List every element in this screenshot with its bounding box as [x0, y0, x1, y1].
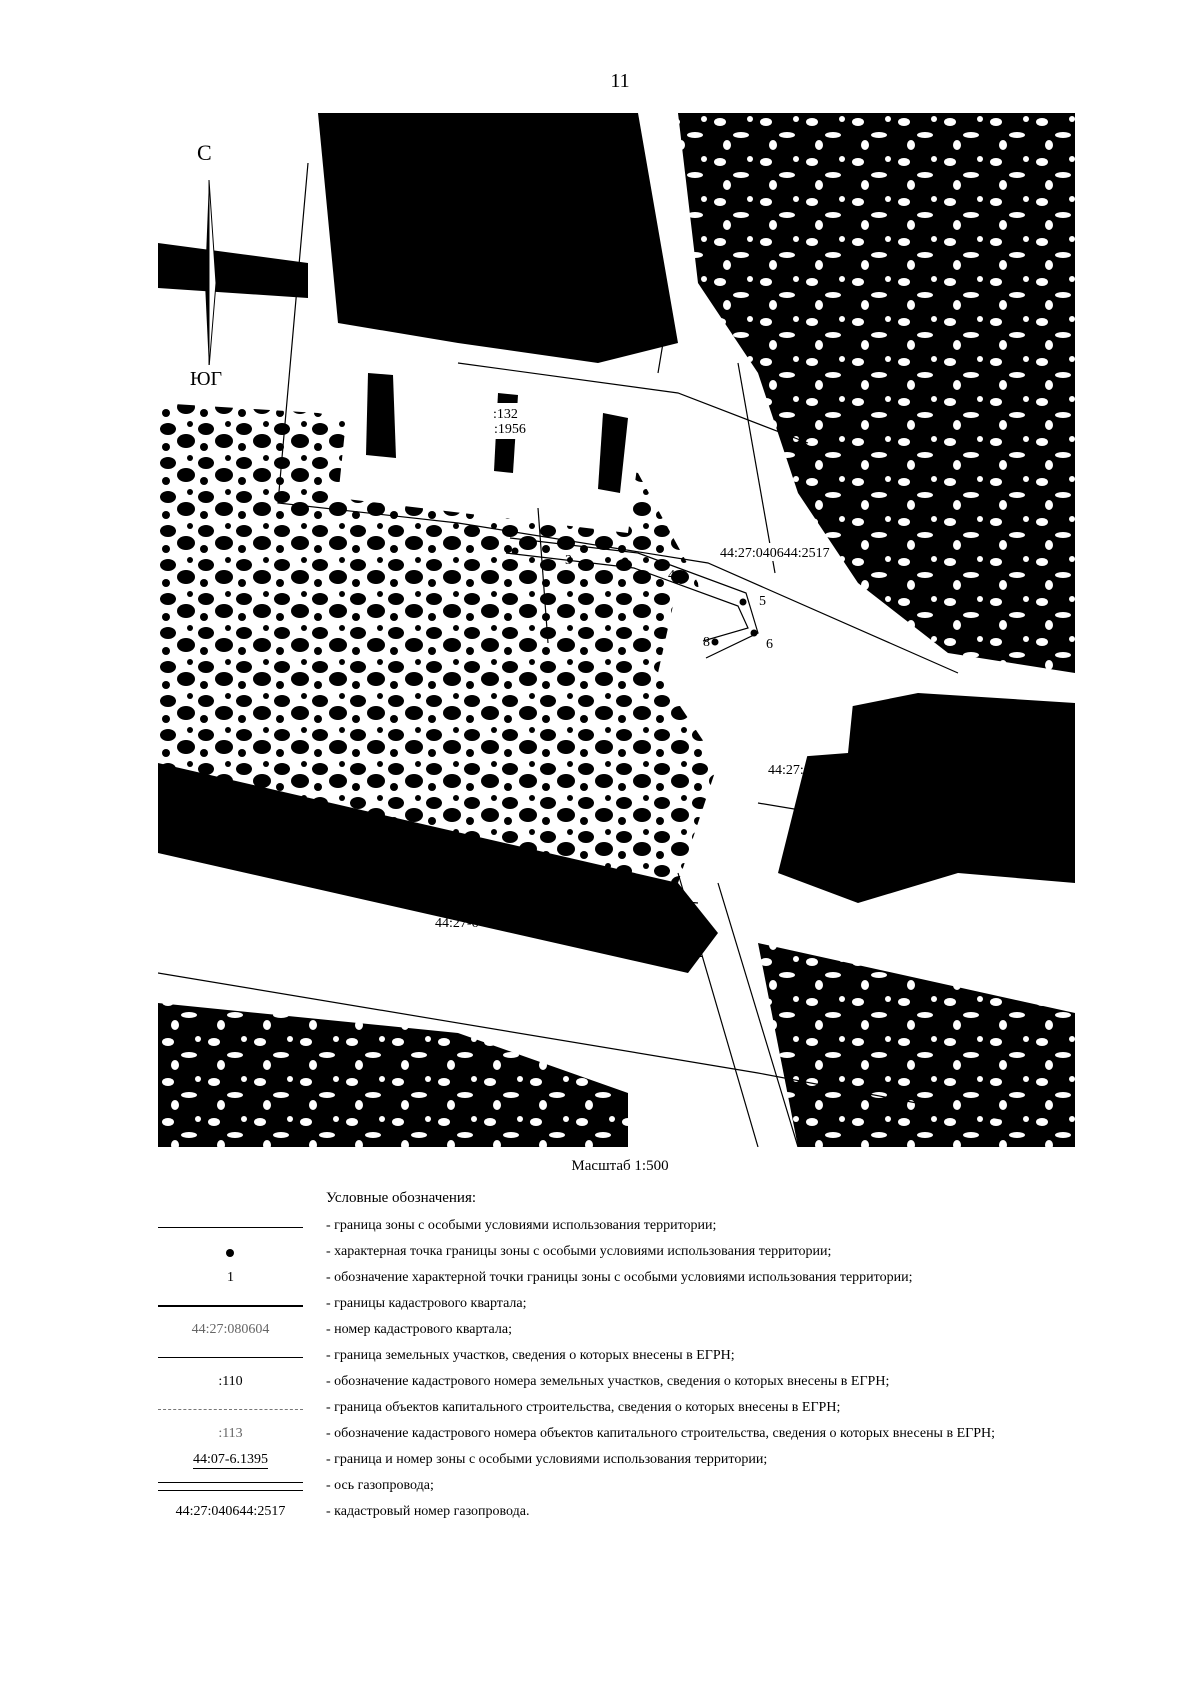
legend-symbol-parcel-boundary [158, 1346, 303, 1370]
legend-symbol-parcel-number: :110 [218, 1374, 243, 1389]
legend-row [0, 1372, 1200, 1396]
point-label-3: 3 [565, 553, 572, 568]
compass-south-label: ЮГ [190, 368, 223, 390]
building-number-label: :1956 [494, 422, 526, 437]
legend-row [0, 1320, 1200, 1344]
legend-symbol-quarter-number: 44:27:080604 [191, 1322, 270, 1337]
legend-row [0, 1450, 1200, 1474]
legend-symbol-zone-line [158, 1216, 303, 1240]
compass-north-label: С [197, 140, 212, 165]
legend-description: - граница объектов капитального строительства, сведения о которых внесены в ЕГРН; [326, 1400, 841, 1415]
legend-title: Условные обозначения: [326, 1190, 477, 1206]
legend-description: - граница и номер зоны с особыми условиями использования территории; [326, 1452, 768, 1467]
parcel-number-label: :132 [493, 407, 518, 422]
legend-symbol-point-label: 1 [227, 1270, 234, 1285]
legend-description: - граница зоны с особыми условиями использования территории; [326, 1218, 717, 1233]
characteristic-point [751, 630, 758, 637]
legend-row [0, 1502, 1200, 1526]
map-terrain [158, 113, 1075, 1147]
characteristic-point [512, 548, 519, 555]
point-label-8: 8 [703, 635, 710, 650]
map-label-fragment: 44:27:0 [768, 763, 811, 778]
legend-description: - ось газопровода; [326, 1478, 434, 1493]
legend-row [0, 1294, 1200, 1318]
legend-symbol-gas-axis [158, 1476, 303, 1500]
legend-row [0, 1476, 1200, 1500]
legend-description: - характерная точка границы зоны с особыми условиями использования территории; [326, 1244, 832, 1259]
legend-description: - номер кадастрового квартала; [326, 1322, 512, 1337]
legend-description: - обозначение кадастрового номера объектов капитального строительства, сведения о которых внесены в ЕГРН; [326, 1426, 996, 1441]
legend-row [0, 1242, 1200, 1266]
cadastral-map [158, 113, 1075, 1147]
point-label-5: 5 [759, 594, 766, 609]
legend-row [0, 1216, 1200, 1240]
legend-row [0, 1346, 1200, 1370]
legend-symbol-quarter-boundary [158, 1294, 303, 1318]
zone-number-label: 44:27-6 [435, 916, 479, 931]
legend-symbol-building-boundary [158, 1398, 303, 1422]
legend-row [0, 1398, 1200, 1422]
legend-row [0, 1424, 1200, 1448]
page-number: 11 [610, 70, 630, 92]
characteristic-point [740, 599, 747, 606]
legend-description: - кадастровый номер газопровода. [326, 1504, 530, 1519]
legend-row [0, 1268, 1200, 1292]
legend-symbol-zone-number: 44:07-6.1395 [192, 1452, 269, 1467]
characteristic-point [712, 639, 719, 646]
point-label-6: 6 [766, 637, 773, 652]
legend-description: - граница земельных участков, сведения о которых внесены в ЕГРН; [326, 1348, 735, 1363]
point-label-4: 4 [668, 568, 675, 583]
legend-description: - обозначение кадастрового номера земельных участков, сведения о которых внесены в ЕГРН; [326, 1374, 890, 1389]
legend-description: - границы кадастрового квартала; [326, 1296, 527, 1311]
gas-pipeline-number-label: 44:27:040644:2517 [720, 546, 830, 561]
legend-symbol-gas-number: 44:27:040644:2517 [175, 1504, 286, 1519]
characteristic-point [622, 558, 629, 565]
map-scale: Масштаб 1:500 [571, 1158, 669, 1174]
map-label-fragment: 1:62 [678, 946, 703, 961]
legend-symbol-building-number: :113 [218, 1426, 243, 1441]
legend-description: - обозначение характерной точки границы зоны с особыми условиями использования территории; [326, 1270, 913, 1285]
legend-symbol-point [158, 1242, 303, 1266]
